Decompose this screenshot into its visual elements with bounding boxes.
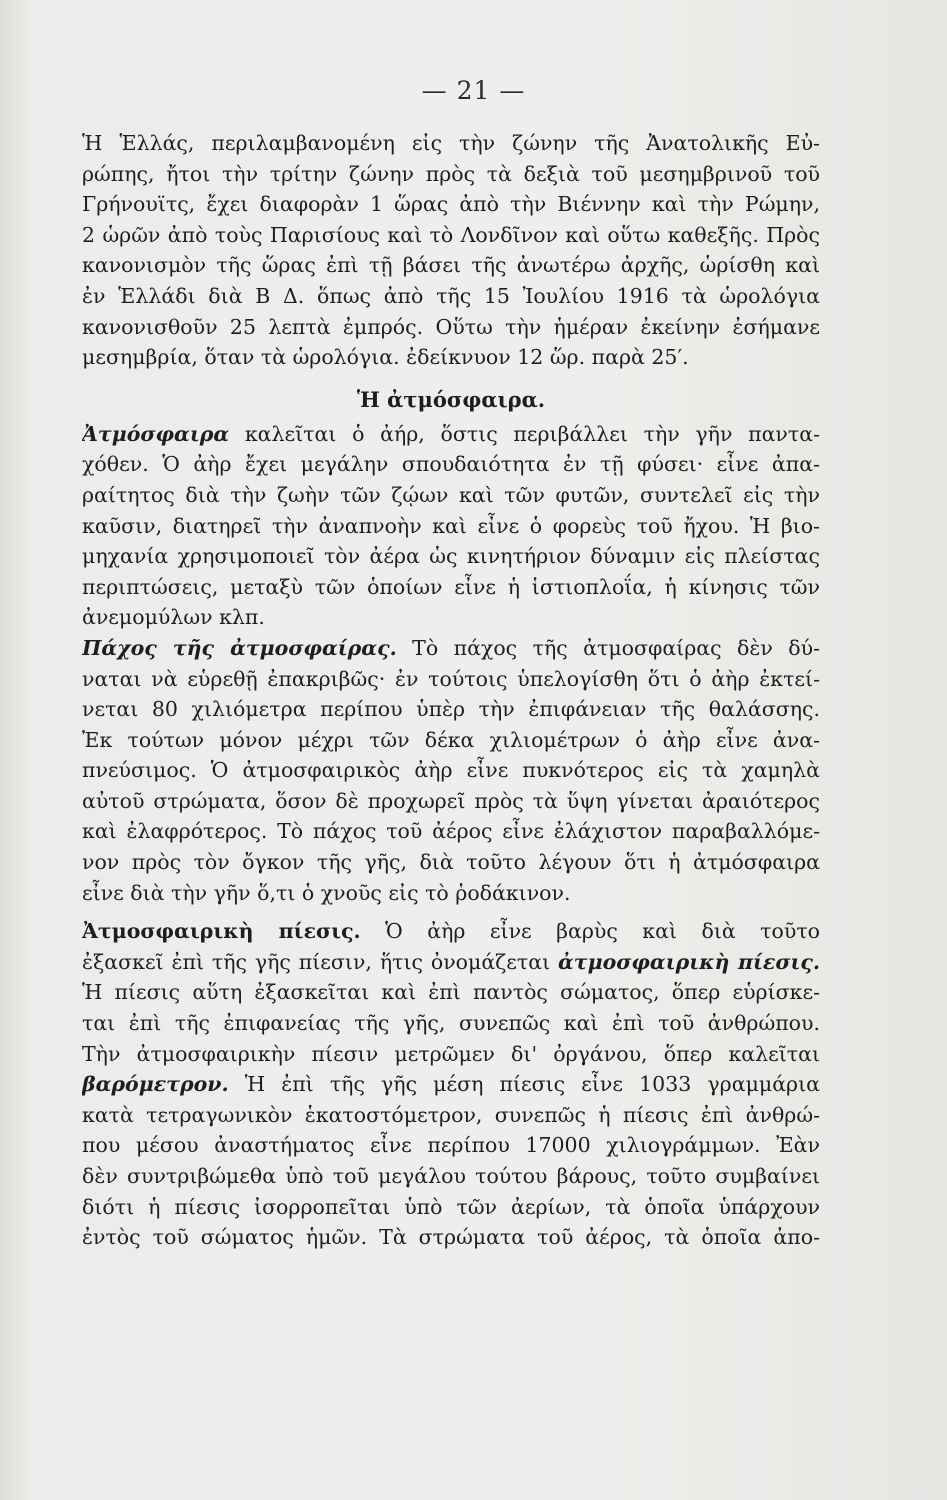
text-fragment: Τὸ πάχος τῆς ἀτμοσφαίρας δὲν δύ- (396, 635, 820, 660)
text-line: περιπτώσεις, μεταξὺ τῶν ὁποίων εἶνε ἡ ἱστιοπλοΐα, ἡ κίνησις τῶν (82, 574, 820, 599)
page-number: — 21 — (421, 76, 526, 105)
text-line: κανονισμὸν τῆς ὥρας ἐπὶ τῇ βάσει τῆς ἀνωτέρω ἀρχῆς, ὡρίσθη καὶ (82, 253, 820, 278)
paragraph-gap (82, 908, 820, 916)
paragraph-lead-term: Ἀτμοσφαιρικὴ πίεσις. (82, 919, 361, 944)
text-line: νον πρὸς τὸν ὄγκον τῆς γῆς, διὰ τοῦτο λέγουν ὅτι ἡ ἀτμόσφαιρα (82, 850, 820, 875)
text-line (82, 916, 820, 947)
text-line: Τὴν ἀτμοσφαιρικὴν πίεσιν μετρῶμεν δι' ὀργάνου, ὅπερ καλεῖται (82, 1041, 820, 1066)
text-line: Ἡ πίεσις αὕτη ἐξασκεῖται καὶ ἐπὶ παντὸς σώματος, ὅπερ εὑρίσκε- (82, 980, 820, 1005)
text-line: δὲν συντριβώμεθα ὑπὸ τοῦ μεγάλου τούτου βάρους, τοῦτο συμβαίνει (82, 1164, 820, 1188)
text-fragment: ἐξασκεῖ ἐπὶ τῆς γῆς πίεσιν, ἥτις ὀνομάζεται (82, 949, 559, 974)
text-line: κατὰ τετραγωνικὸν ἑκατοστόμετρον, συνεπῶς ἡ πίεσις ἐπὶ ἀνθρώ- (82, 1102, 820, 1127)
text-line: Γρήνουϊτς, ἔχει διαφορὰν 1 ὥρας ἀπὸ τὴν Βιέννην καὶ τὴν Ρώμην, (82, 192, 820, 217)
text-line: ναται νὰ εὑρεθῇ ἐπακριβῶς· ἐν τούτοις ὑπελογίσθη ὅτι ὁ ἀὴρ ἐκτεί- (82, 666, 820, 691)
page-body-text (82, 128, 820, 1253)
text-line: αὐτοῦ στρώματα, ὅσον δὲ προχωρεῖ πρὸς τὰ ὕψη γίνεται ἀραιότερος (82, 788, 820, 813)
paragraph-lead-term: Πάχος τῆς ἀτμοσφαίρας. (82, 635, 397, 660)
text-fragment: Ὁ ἀὴρ εἶνε βαρὺς καὶ διὰ τοῦτο (360, 919, 820, 944)
emphasized-term: βαρόμετρον. (82, 1072, 229, 1097)
text-line: χόθεν. Ὁ ἀὴρ ἔχει μεγάλην σπουδαιότητα ἐν τῇ φύσει· εἶνε ἀπα- (82, 452, 820, 477)
text-line: εἶνε διὰ τὴν γῆν ὅ,τι ὁ χνοῦς εἰς τὸ ῥοδάκινον. (82, 880, 571, 905)
text-line: Ἡ Ἑλλάς, περιλαμβανομένη εἰς τὴν ζώνην τῆς Ἀνατολικῆς Εὐ- (82, 131, 820, 155)
text-line: καῦσιν, διατηρεῖ τὴν ἀναπνοὴν καὶ εἶνε ὁ φορεὺς τοῦ ἤχου. Ἡ βιο- (82, 513, 820, 538)
text-line: Ἐκ τούτων μόνον μέχρι τῶν δέκα χιλιομέτρων ὁ ἀὴρ εἶνε ἀνα- (82, 727, 820, 752)
text-line: καὶ ἐλαφρότερος. Τὸ πάχος τοῦ ἀέρος εἶνε ἐλάχιστον παραβαλλόμε- (82, 819, 820, 844)
text-line: μεσημβρία, ὅταν τὰ ὡρολόγια. ἐδείκνυον 12 ὥρ. παρὰ 25′. (82, 345, 689, 370)
text-line (82, 633, 820, 664)
text-line: ἀνεμομύλων κλπ. (82, 605, 265, 630)
text-fragment: καλεῖται ὁ ἀήρ, ὅστις περιβάλλει τὴν γῆν παντα- (229, 421, 820, 446)
text-line: ραίτητος διὰ τὴν ζωὴν τῶν ζῴων καὶ τῶν φυτῶν, συντελεῖ εἰς τὴν (82, 482, 820, 507)
paragraph-lead-term: Ἀτμόσφαιρα (82, 421, 230, 446)
text-line: κανονισθοῦν 25 λεπτὰ ἐμπρός. Οὕτω τὴν ἡμέραν ἐκείνην ἐσήμανε (82, 314, 820, 339)
text-line: 2 ὡρῶν ἀπὸ τοὺς Παρισίους καὶ τὸ Λονδῖνον καὶ οὕτω καθεξῆς. Πρὸς (82, 222, 820, 247)
text-line (82, 947, 820, 978)
section-heading: Ἡ ἀτμόσφαιρα. (356, 386, 546, 412)
text-line: ρώπης, ἤτοι τὴν τρίτην ζώνην πρὸς τὰ δεξιὰ τοῦ μεσημβρινοῦ τοῦ (82, 161, 820, 186)
text-line: νεται 80 χιλιόμετρα περίπου ὑπὲρ τὴν ἐπιφάνειαν τῆς θαλάσσης. (82, 697, 820, 722)
text-line: πνεύσιμος. Ὁ ἀτμοσφαιρικὸς ἀὴρ εἶνε πυκνότερος εἰς τὰ χαμηλὰ (82, 758, 820, 783)
text-line: που μέσου ἀναστήματος εἶνε περίπου 17000 χιλιογράμμων. Ἐὰν (82, 1133, 820, 1158)
text-line (82, 1069, 820, 1100)
text-line: διότι ἡ πίεσις ἰσορροπεῖται ὑπὸ τῶν ἀερίων, τὰ ὁποῖα ὑπάρχουν (82, 1194, 820, 1219)
text-line: ἐν Ἑλλάδι διὰ Β Δ. ὅπως ἀπὸ τῆς 15 Ἰουλίου 1916 τὰ ὡρολόγια (82, 283, 820, 308)
text-line (82, 419, 820, 450)
emphasized-term: ἀτμοσφαιρικὴ πίεσις. (558, 949, 820, 974)
text-line: ται ἐπὶ τῆς ἐπιφανείας τῆς γῆς, συνεπῶς καὶ ἐπὶ τοῦ ἀνθρώπου. (82, 1011, 820, 1036)
text-line: ἐντὸς τοῦ σώματος ἡμῶν. Τὰ στρώματα τοῦ ἀέρος, τὰ ὁποῖα ἀπο- (82, 1225, 820, 1250)
text-line: μηχανία χρησιμοποιεῖ τὸν ἀέρα ὡς κινητήριον δύναμιν εἰς πλείστας (82, 544, 820, 569)
text-fragment: Ἡ ἐπὶ τῆς γῆς μέση πίεσις εἶνε 1033 γραμμάρια (228, 1072, 820, 1097)
